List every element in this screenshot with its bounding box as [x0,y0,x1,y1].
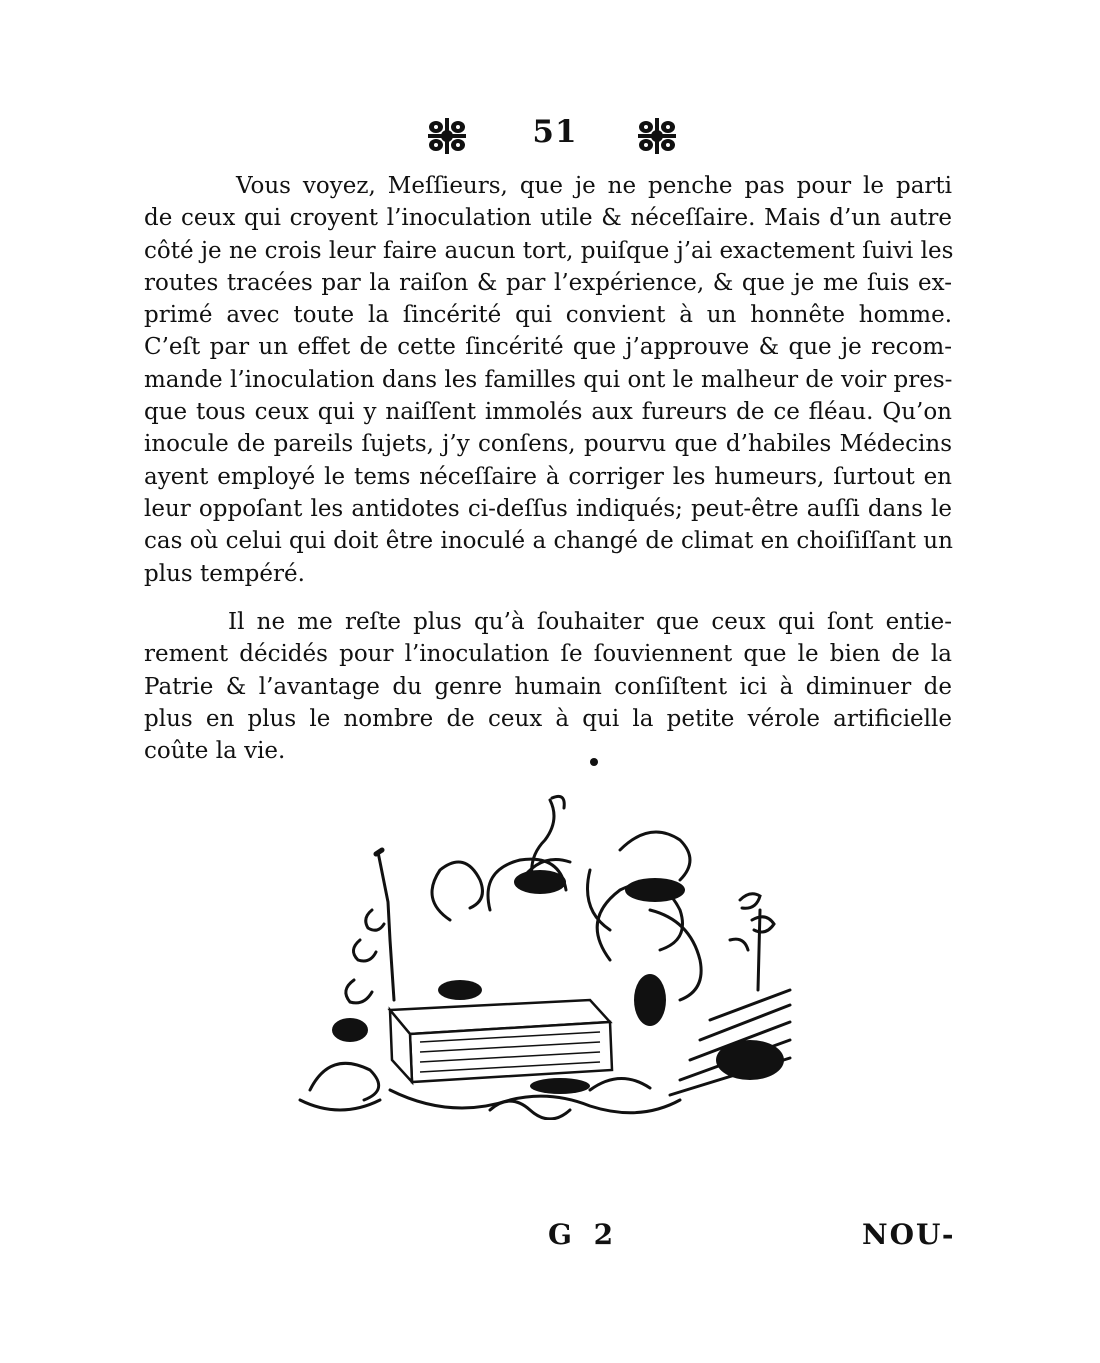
paragraph-1 [144,170,952,590]
text-line: côté je ne crois leur faire aucun tort, puiſque j’ai exactement ſuivi les [144,237,954,264]
rococo-vignette-icon [290,790,810,1120]
text-line: C’eſt par un effet de cette ſincérité que j’approuve & que je recom- [144,334,952,361]
text-line: rement décidés pour l’inoculation ſe ſouviennent que le bien de la [144,641,952,668]
text-line: plus tempéré. [144,560,305,587]
text-line: Il ne me reſte plus qu’à ſouhaiter que ceux qui ſont entie- [228,609,952,635]
text-line: mande l’inoculation dans les familles qui ont le malheur de voir pres- [144,366,953,393]
text-line: de ceux qui croyent l’inoculation utile & néceſſaire. Mais d’un autre [144,205,952,232]
page-number: 51 [532,114,578,150]
text-line: leur oppoſant les antidotes ci-deſſus indiqués; peut-être auſſi dans le [144,495,952,522]
text-line: coûte la vie. [144,738,286,765]
paragraph-2 [144,606,952,767]
fleuron-icon [636,116,678,156]
text-line: inocule de pareils ſujets, j’y conſens, pourvu que d’habiles Médecins [144,431,952,458]
text-line: Patrie & l’avantage du genre humain conſiſtent ici à diminuer de [144,673,952,700]
text-line: ayent employé le tems néceſſaire à corriger les humeurs, ſurtout en [144,463,952,490]
signature-mark: G 2 [548,1218,620,1251]
text-line: plus en plus le nombre de ceux à qui la petite vérole artificielle [144,705,952,732]
catchword: NOU- [862,1218,956,1251]
page-header [0,112,1100,162]
text-line: cas où celui qui doit être inoculé a changé de climat en choiſiſſant un [144,528,953,555]
text-line: que tous ceux qui y naiſſent immolés aux fureurs de ce fléau. Qu’on [144,399,952,426]
text-line: primé avec toute la ſincérité qui convient à un honnête homme. [144,302,952,329]
text-line: routes tracées par la raiſon & par l’expérience, & que je me ſuis ex- [144,269,952,296]
fleuron-icon [426,116,468,156]
text-line: Vous voyez, Meſſieurs, que je ne penche pas pour le parti [236,173,952,199]
ink-dot [590,758,598,766]
